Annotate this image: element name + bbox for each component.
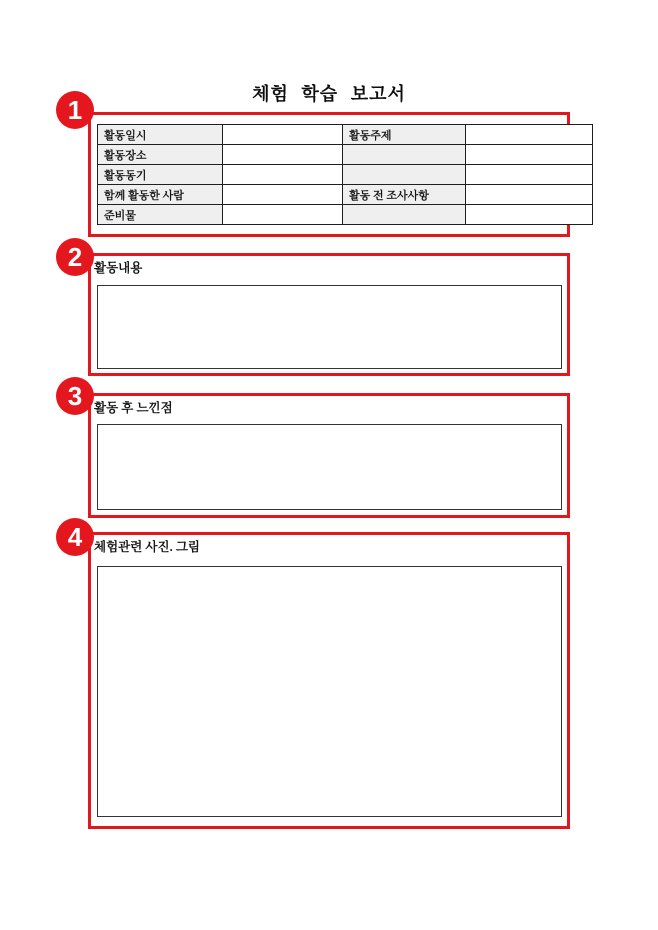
field-input-activity-datetime[interactable]: [223, 125, 343, 145]
field-input-blank[interactable]: [466, 145, 593, 165]
table-row: [98, 145, 593, 165]
field-input-supplies[interactable]: [223, 205, 343, 225]
section-3-outline: [88, 393, 570, 518]
table-row: [98, 165, 593, 185]
related-media-field[interactable]: [97, 566, 562, 817]
section-3-label: 활동 후 느낀점: [94, 401, 173, 415]
annotation-badge-4: 4: [56, 518, 94, 556]
field-label-activity-motive: 활동동기: [98, 165, 223, 185]
field-input-pre-activity-research[interactable]: [466, 185, 593, 205]
field-input-activity-place[interactable]: [223, 145, 343, 165]
field-label-activity-place: 활동장소: [98, 145, 223, 165]
activity-content-field[interactable]: [97, 285, 562, 369]
post-activity-feelings-field[interactable]: [97, 424, 562, 510]
field-label-activity-datetime: 활동일시: [98, 125, 223, 145]
field-label-activity-topic: 활동주제: [343, 125, 466, 145]
field-label-blank: [343, 165, 466, 185]
annotation-badge-1: 1: [56, 91, 94, 129]
table-row: [98, 125, 593, 145]
section-4-outline: [88, 532, 570, 829]
annotation-badge-2: 2: [56, 238, 94, 276]
field-input-blank[interactable]: [466, 165, 593, 185]
section-1-info-outline: [88, 112, 570, 237]
field-label-supplies: 준비물: [98, 205, 223, 225]
table-row: [98, 205, 593, 225]
field-label-blank: [343, 145, 466, 165]
field-input-blank[interactable]: [466, 205, 593, 225]
section-2-outline: [88, 253, 570, 376]
section-4-label: 체험관련 사진. 그림: [94, 540, 200, 554]
annotation-badge-3: 3: [56, 377, 94, 415]
section-2-label: 활동내용: [94, 261, 143, 275]
field-label-pre-activity-research: 활동 전 조사사항: [343, 185, 466, 205]
field-input-activity-motive[interactable]: [223, 165, 343, 185]
info-table: [97, 124, 593, 225]
field-input-companions[interactable]: [223, 185, 343, 205]
field-label-companions: 함께 활동한 사람: [98, 185, 223, 205]
field-label-blank: [343, 205, 466, 225]
document-title: 체험 학습 보고서: [252, 84, 406, 104]
field-input-activity-topic[interactable]: [466, 125, 593, 145]
table-row: [98, 185, 593, 205]
